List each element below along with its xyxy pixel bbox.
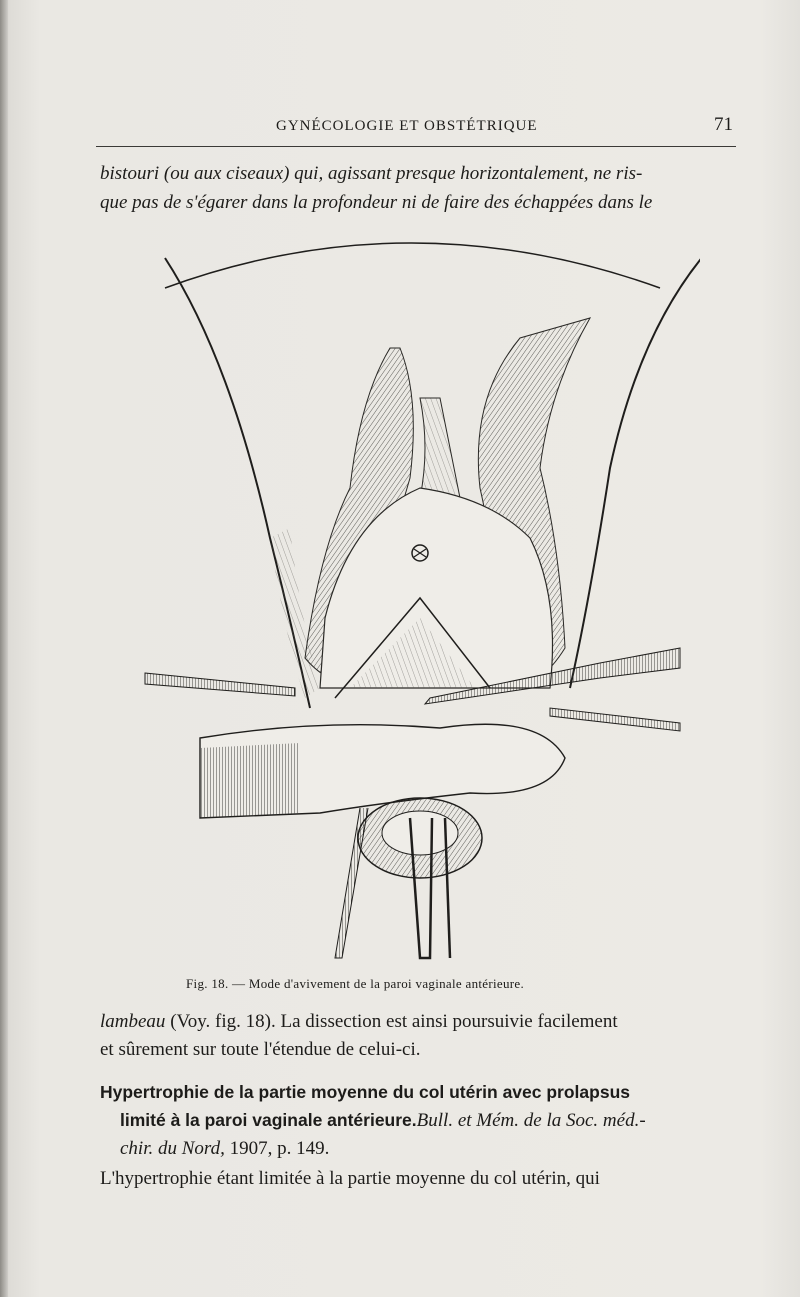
text-line bbox=[100, 1008, 740, 1036]
figure-caption: Fig. 18. — Mode d'avivement de la paroi vaginale antérieure. bbox=[186, 976, 525, 991]
reference-entry bbox=[100, 1078, 740, 1163]
reference-title-line bbox=[100, 1106, 740, 1135]
running-head: GYNÉCOLOGIE ET OBSTÉTRIQUE bbox=[276, 118, 538, 134]
text-line: que pas de s'égarer dans la profondeur ni de faire des échappées dans le bbox=[100, 192, 653, 213]
page-number: 71 bbox=[714, 114, 733, 135]
text-line-part: (Voy. fig. 18). La dissection est ainsi poursuivie facilement bbox=[165, 1011, 618, 1032]
surgical-illustration bbox=[120, 218, 700, 968]
reference-citation bbox=[100, 1135, 740, 1163]
header-rule bbox=[96, 146, 736, 147]
reference-title-bold: limité à la paroi vaginale antérieure. bbox=[120, 1110, 417, 1130]
reference-journal-cont: chir. du Nord, bbox=[120, 1138, 225, 1159]
text-line: et sûrement sur toute l'étendue de celui-ci. bbox=[100, 1039, 421, 1060]
reference-journal: Bull. et Mém. de la Soc. méd.- bbox=[416, 1110, 646, 1131]
reference-year-page: 1907, p. 149. bbox=[224, 1138, 330, 1159]
binding-shadow bbox=[0, 0, 8, 1297]
reference-title-line: Hypertrophie de la partie moyenne du col utérin avec prolapsus bbox=[100, 1082, 630, 1102]
text-line-part: lambeau bbox=[100, 1011, 166, 1032]
text-line: bistouri (ou aux ciseaux) qui, agissant presque horizontalement, ne ris- bbox=[100, 163, 643, 184]
text-line: L'hypertrophie étant limitée à la partie moyenne du col utérin, qui bbox=[100, 1168, 600, 1189]
